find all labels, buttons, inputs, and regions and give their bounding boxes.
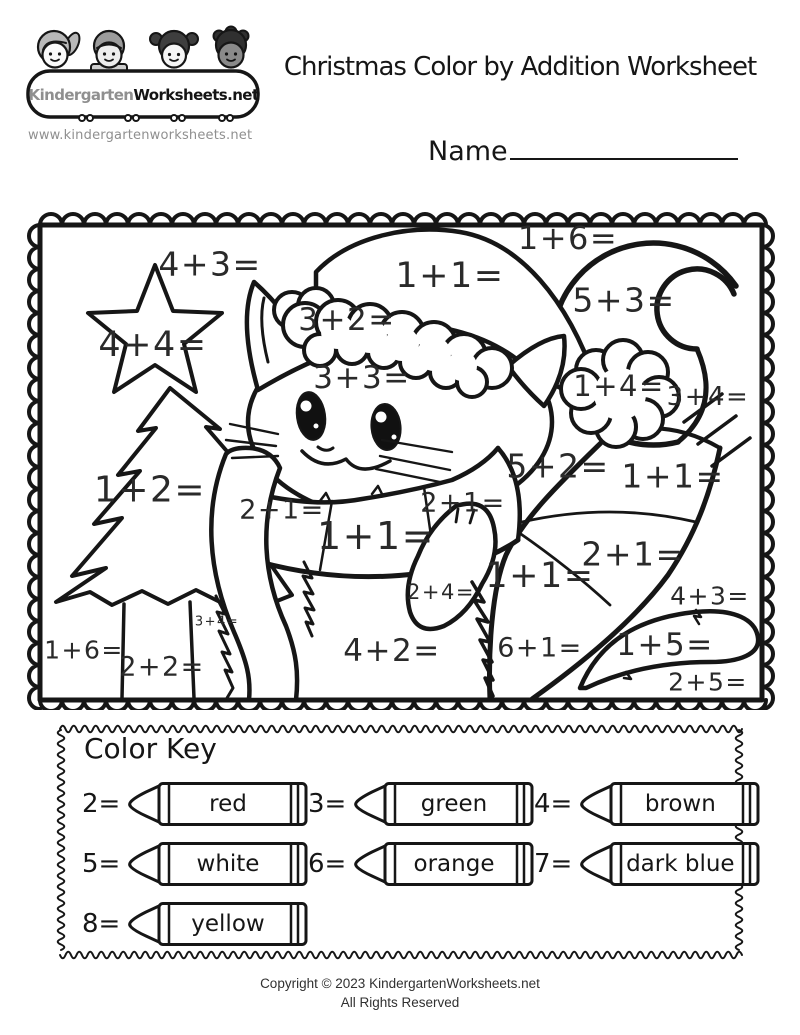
addition-problem: 5+3= <box>572 280 676 320</box>
color-key-entry <box>82 838 308 890</box>
color-key-entry <box>534 778 765 830</box>
copyright-footer <box>0 974 800 1012</box>
crayon-icon <box>349 778 539 830</box>
color-key-box <box>52 716 748 968</box>
name-line <box>510 154 738 160</box>
key-number: 8= <box>82 909 121 939</box>
crayon-color-label: yellow <box>191 911 265 937</box>
crayon-color-label: orange <box>413 851 495 877</box>
crayon-color-label: brown <box>644 791 716 817</box>
color-key-entry <box>308 838 534 890</box>
color-key-entry <box>534 838 765 890</box>
name-label: Name <box>428 136 508 167</box>
addition-problem: 1+1= <box>395 256 505 296</box>
logo-brand-part1: Kindergarten <box>28 86 134 104</box>
addition-problem: 2+5= <box>668 667 748 697</box>
copyright-line: Copyright © 2023 KindergartenWorksheets.net <box>260 976 540 991</box>
addition-problem: 1+5= <box>616 627 714 663</box>
addition-problem: 1+1= <box>485 556 595 596</box>
addition-problem: 1+6= <box>517 219 619 257</box>
key-number: 7= <box>534 849 573 879</box>
addition-problem: 3+4= <box>194 614 240 630</box>
addition-problem: 3+2= <box>298 302 396 338</box>
crayon-color-label: dark blue <box>626 851 735 877</box>
logo-kid-boy-gray <box>91 31 127 73</box>
addition-problem: 2+1= <box>239 494 325 526</box>
key-number: 4= <box>534 789 573 819</box>
key-number: 5= <box>82 849 121 879</box>
addition-problem: 1+6= <box>44 635 124 665</box>
addition-problem: 4+3= <box>158 244 262 284</box>
addition-problem: 2+4= <box>407 580 475 604</box>
addition-problem: 1+1= <box>316 514 436 558</box>
crayon-color-label: red <box>209 791 247 817</box>
key-number: 3= <box>308 789 347 819</box>
addition-problem: 3+3= <box>313 360 411 396</box>
crayon-icon <box>123 898 313 950</box>
addition-problem: 2+1= <box>581 534 685 574</box>
key-number: 2= <box>82 789 121 819</box>
page-title: Christmas Color by Addition Worksheet <box>283 52 757 82</box>
crayon-icon <box>349 838 539 890</box>
website-url: www.kindergartenworksheets.net <box>28 128 253 143</box>
key-number: 6= <box>308 849 347 879</box>
logo-wordmark <box>28 86 259 104</box>
addition-problem: 4+3= <box>670 581 750 611</box>
addition-problem: 5+2= <box>506 446 610 486</box>
addition-problem: 1+2= <box>93 469 207 511</box>
kindergartenworksheets-logo <box>26 14 261 126</box>
logo-brand-part2: Worksheets.net <box>133 86 259 104</box>
addition-problem: 1+4= <box>573 369 665 403</box>
addition-problem: 2+2= <box>119 651 205 683</box>
crayon-icon <box>575 838 765 890</box>
color-key-entry <box>308 778 534 830</box>
addition-problem: 3+4= <box>666 382 750 412</box>
crayon-icon <box>575 778 765 830</box>
crayon-color-label: white <box>196 851 260 877</box>
addition-problem: 4+4= <box>98 325 208 365</box>
coloring-picture <box>20 210 778 710</box>
crayon-icon <box>123 778 313 830</box>
addition-problem: 1+1= <box>621 456 725 496</box>
color-key-entry <box>82 898 308 950</box>
logo-kid-girl-pigtails <box>150 31 198 68</box>
addition-problem: 6+1= <box>497 632 583 664</box>
rights-line: All Rights Reserved <box>340 995 460 1010</box>
color-key-entry <box>82 778 308 830</box>
logo-kid-boy-dark <box>214 27 249 68</box>
crayon-icon <box>123 838 313 890</box>
color-key-title: Color Key <box>84 732 217 765</box>
addition-problem: 2+1= <box>420 487 506 519</box>
color-key-grid <box>82 778 735 958</box>
crayon-color-label: green <box>420 791 488 817</box>
logo-kid-girl-gray <box>38 31 83 68</box>
addition-problem: 4+2= <box>343 633 441 669</box>
name-row <box>428 136 738 167</box>
